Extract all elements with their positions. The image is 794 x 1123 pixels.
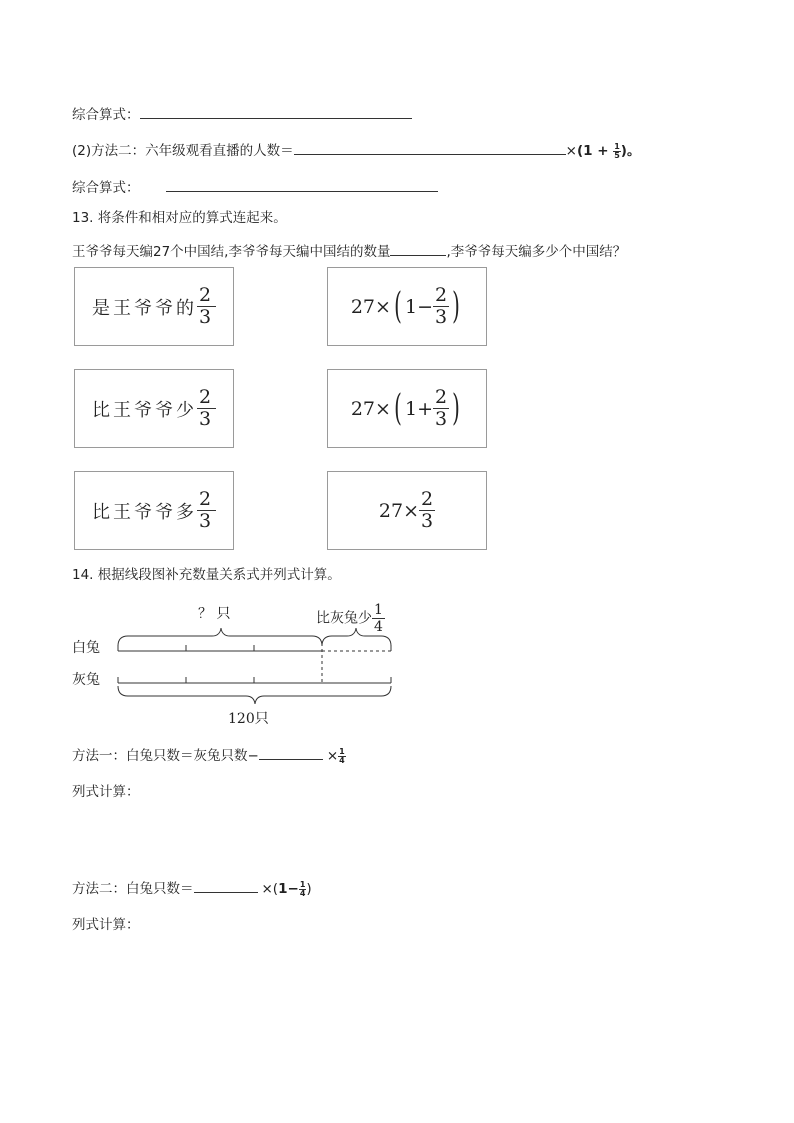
fraction: $\frac{2}{3}$ xyxy=(198,488,215,532)
question-13-title: 13. 将条件和相对应的算式连起来。 xyxy=(72,210,287,226)
fraction-one-quarter: $\frac{1}{4}$ xyxy=(339,746,345,765)
formula-label: 综合算式： xyxy=(72,180,140,196)
total-label: 120只 xyxy=(228,711,269,727)
method2-prefix: (2)方法二：六年级观看直播的人数＝ xyxy=(72,143,294,159)
calc-label-2: 列式计算： xyxy=(72,917,140,933)
fraction: $\frac{2}{3}$ xyxy=(198,386,215,430)
unknown-label: ？ 只 xyxy=(198,606,231,622)
expression-box-1[interactable]: 27× ( 1− $\frac{2}{3}$ ) xyxy=(327,267,487,346)
difference-brace xyxy=(322,628,391,646)
gray-rabbit-label: 灰兔 xyxy=(72,672,100,688)
fraction-one-quarter: $\frac{1}{4}$ xyxy=(299,879,306,898)
white-rabbit-label: 白兔 xyxy=(72,640,100,656)
fraction: $\frac{2}{3}$ xyxy=(421,488,434,532)
less-label: 比灰兔少 $\frac{1}{4}$ xyxy=(316,602,383,635)
unknown-brace xyxy=(118,628,322,646)
one-plus: 1 + xyxy=(583,143,614,159)
fraction: $\frac{2}{3}$ xyxy=(435,386,448,430)
condition-box-1[interactable]: 是王爷爷的 $\frac{2}{3}$ xyxy=(74,267,234,346)
times-sign: × xyxy=(565,143,577,159)
fraction: $\frac{2}{3}$ xyxy=(435,284,448,328)
answer-blank[interactable] xyxy=(194,892,258,893)
fraction-one-fifth: $\frac{1}{5}$ xyxy=(614,141,620,160)
calc-label-1: 列式计算： xyxy=(72,784,140,800)
question-13-problem: 王爷爷每天编27个中国结,李爷爷每天编中国结的数量 ,李爷爷每天编多少个中国结？ xyxy=(72,244,627,260)
method2-line-14: 方法二：白兔只数＝ ×(1− $\frac{1}{4}$ ) xyxy=(72,879,312,898)
formula-label: 综合算式： xyxy=(72,107,140,123)
condition-box-3[interactable]: 比王爷爷多 $\frac{2}{3}$ xyxy=(74,471,234,550)
answer-blank[interactable] xyxy=(259,759,323,760)
expression-box-3[interactable]: 27× $\frac{2}{3}$ xyxy=(327,471,487,550)
expression-box-2[interactable]: 27× ( 1+ $\frac{2}{3}$ ) xyxy=(327,369,487,448)
paren-close: )。 xyxy=(620,143,641,159)
fraction-one-quarter: $\frac{1}{4}$ xyxy=(374,602,383,635)
paren-open: ( xyxy=(576,143,584,159)
condition-box-2[interactable]: 比王爷爷少 $\frac{2}{3}$ xyxy=(74,369,234,448)
fraction: $\frac{2}{3}$ xyxy=(198,284,215,328)
method1-line: 方法一：白兔只数＝灰兔只数− × $\frac{1}{4}$ xyxy=(72,746,345,765)
question-14-title: 14. 根据线段图补充数量关系式并列式计算。 xyxy=(72,567,341,583)
total-brace xyxy=(118,686,391,704)
